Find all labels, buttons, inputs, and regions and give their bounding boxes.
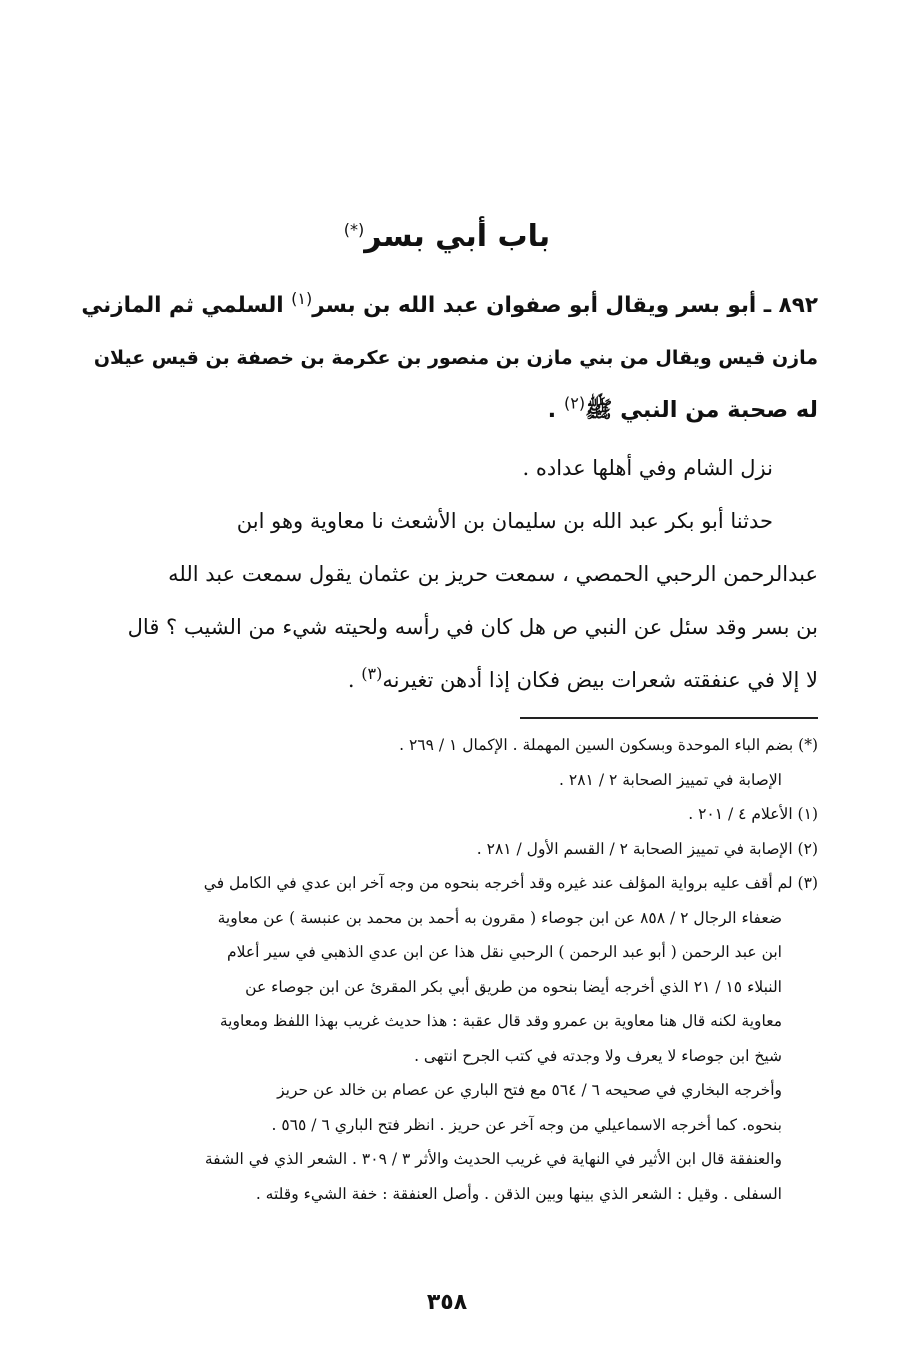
footnote-3-paragraph-2-line-2: بنحوه. كما أخرجه الاسماعيلي من وجه آخر عن حريز . انظر فتح الباري ٦ / ٥٦٥ .: [271, 1115, 782, 1134]
body-text: [76, 442, 818, 707]
entry-line-3: [76, 384, 818, 436]
footnote-star-continued: الإصابة في تمييز الصحابة ٢ / ٢٨١ .: [559, 770, 782, 789]
footnote-3-line-4: النبلاء ١٥ / ٢١ الذي أخرجه أيضا بنحوه من طريق أبي بكر المقرئ عن ابن جوصاء عن: [245, 977, 782, 996]
footnote-3: [76, 866, 818, 1211]
footnote-star: (*) بضم الباء الموحدة وبسكون السين المهملة . الإكمال ١ / ٢٦٩ .: [399, 736, 818, 754]
entry-line-1-text-a: ٨٩٢ ـ أبو بسر ويقال أبو صفوان عبد الله بن بسر: [312, 293, 818, 318]
body-paragraph-2-line-1: حدثنا أبو بكر عبد الله بن سليمان بن الأشعث نا معاوية وهو ابن: [236, 509, 773, 533]
body-line-4-text-a: لا إلا في عنفقته شعرات بيض فكان إذا أدهن تغيرنه: [382, 668, 818, 692]
footnote-3-paragraph-3-line-1: والعنفقة قال ابن الأثير في النهاية في غريب الحديث والأثر ٣ / ٣٠٩ . الشعر الذي في الشفة: [204, 1150, 782, 1168]
body-footnote-marker-3: (٣): [361, 664, 383, 683]
body-paragraph-2-line-3: بن بسر وقد سئل عن النبي ص هل كان في رأسه ولحيته شيء من الشيب ؟ قال: [127, 615, 818, 639]
entry-line-3-text-b: .: [547, 397, 565, 423]
entry-line-3-text-a: له صحبة من النبي ﷺ: [585, 397, 818, 423]
footnote-2: (٢) الإصابة في تمييز الصحابة ٢ / القسم الأول / ٢٨١ .: [476, 839, 818, 858]
entry-footnote-marker-1: (١): [291, 288, 313, 308]
body-paragraph-1: نزل الشام وفي أهلها عداده .: [522, 456, 773, 480]
footnote-1: (١) الأعلام ٤ / ٢٠١ .: [688, 805, 818, 823]
entry-line-1-text-b: السلمي ثم المازني: [81, 293, 292, 318]
footnote-3-line-2: ضعفاء الرجال ٢ / ٨٥٨ عن ابن جوصاء ( مقرون به أحمد بن محمد بن عنبسة ) عن معاوية: [217, 908, 782, 927]
body-paragraph-2-line-2: عبدالرحمن الرحبي الحمصي ، سمعت حريز بن عثمان يقول سمعت عبد الله: [168, 562, 818, 586]
body-paragraph-2-line-4: [76, 654, 818, 707]
entry-line-2: مازن قيس ويقال من بني مازن بن منصور بن عكرمة بن خصفة بن قيس عيلان: [93, 347, 818, 369]
chapter-title-text: باب أبي بسر: [364, 219, 551, 254]
footnotes: [76, 728, 818, 1211]
entry-line-1: [76, 280, 818, 332]
body-line-4-text-b: .: [347, 668, 362, 692]
footnote-separator: [520, 717, 818, 719]
entry-footnote-marker-2: (٢): [564, 393, 586, 413]
footnote-3-line-5: معاوية لكنه قال هنا معاوية بن عمرو وقد قال عقبة : هذا حديث غريب بهذا اللفظ ومعاوية: [219, 1012, 782, 1030]
footnote-3-paragraph-2-line-1: وأخرجه البخاري في صحيحه ٦ / ٥٦٤ مع فتح الباري عن عصام بن خالد عن حريز: [277, 1081, 782, 1099]
footnote-3-line-6: شيخ ابن جوصاء لا يعرف ولا وجدته في كتب الجرح انتهى .: [414, 1046, 782, 1065]
biography-entry: [76, 280, 818, 436]
footnote-3-paragraph-3-line-2: السفلى . وقيل : الشعر الذي بينها وبين الذقن . وأصل العنفقة : خفة الشيء وقلته .: [255, 1184, 782, 1203]
chapter-title: [76, 214, 818, 260]
chapter-title-footnote-marker: (*): [343, 220, 365, 239]
page-number: ٣٥٨: [426, 1290, 468, 1315]
book-page: [76, 0, 818, 1350]
footnote-3-line-1: (٣) لم أقف عليه برواية المؤلف عند غيره وقد أخرجه بنحوه من وجه آخر ابن عدي في الكامل في: [203, 874, 818, 892]
footnote-3-line-3: ابن عبد الرحمن ( أبو عبد الرحمن ) الرحبي نقل هذا عن ابن عدي الذهبي في سير أعلام: [226, 943, 782, 961]
